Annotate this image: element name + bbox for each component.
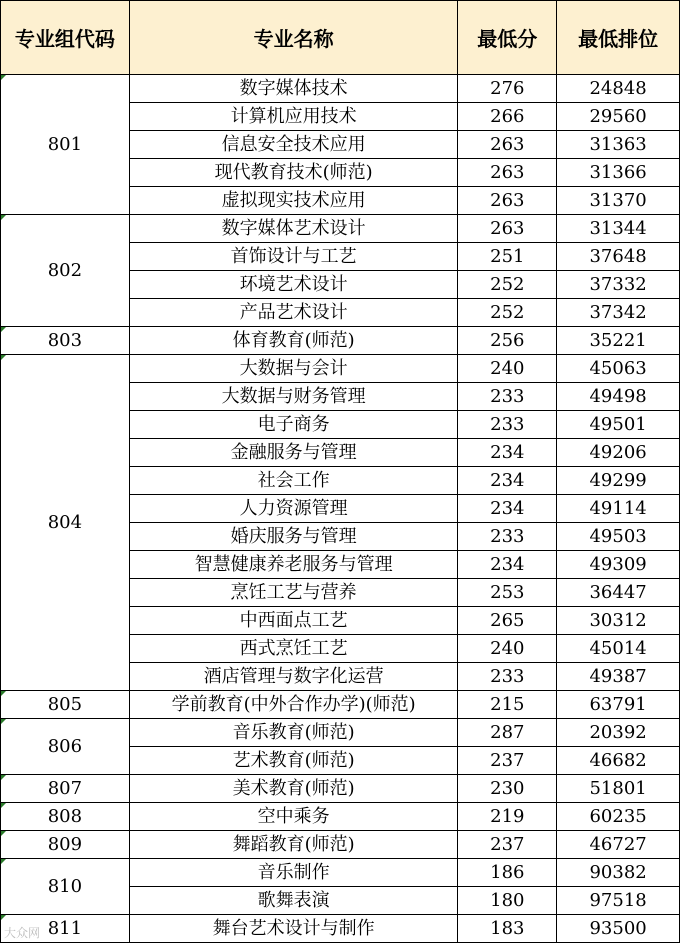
major-name-cell: 数字媒体技术 [129,75,458,103]
min-score-cell: 180 [458,887,557,915]
major-name-cell: 音乐教育(师范) [129,719,458,747]
major-name-cell: 计算机应用技术 [129,103,458,131]
min-score-cell: 237 [458,831,557,859]
min-rank-cell: 51801 [557,775,680,803]
header-major-name: 专业名称 [129,1,458,75]
min-score-cell: 215 [458,691,557,719]
header-group-code: 专业组代码 [1,1,130,75]
major-name-cell: 婚庆服务与管理 [129,523,458,551]
major-name-cell: 产品艺术设计 [129,299,458,327]
table-row [1,915,680,943]
major-name-cell: 音乐制作 [129,859,458,887]
min-rank-cell: 31344 [557,215,680,243]
min-rank-cell: 37648 [557,243,680,271]
major-name-cell: 虚拟现实技术应用 [129,187,458,215]
min-score-cell: 186 [458,859,557,887]
table-header [1,1,680,75]
min-rank-cell: 31370 [557,187,680,215]
min-score-cell: 252 [458,271,557,299]
group-code-cell: 805 [1,691,130,719]
min-rank-cell: 49299 [557,467,680,495]
min-score-cell: 240 [458,635,557,663]
min-rank-cell: 49387 [557,663,680,691]
major-name-cell: 电子商务 [129,411,458,439]
min-score-cell: 263 [458,159,557,187]
min-rank-cell: 20392 [557,719,680,747]
major-name-cell: 学前教育(中外合作办学)(师范) [129,691,458,719]
min-rank-cell: 37342 [557,299,680,327]
group-code-cell: 803 [1,327,130,355]
min-rank-cell: 30312 [557,607,680,635]
min-score-cell: 219 [458,803,557,831]
min-score-cell: 263 [458,215,557,243]
min-rank-cell: 35221 [557,327,680,355]
min-rank-cell: 93500 [557,915,680,943]
min-rank-cell: 60235 [557,803,680,831]
major-name-cell: 烹饪工艺与营养 [129,579,458,607]
min-rank-cell: 90382 [557,859,680,887]
group-code-cell: 801 [1,75,130,215]
major-name-cell: 艺术教育(师范) [129,747,458,775]
table-row [1,803,680,831]
min-rank-cell: 49206 [557,439,680,467]
min-score-cell: 251 [458,243,557,271]
min-score-cell: 233 [458,411,557,439]
group-code-cell: 809 [1,831,130,859]
major-name-cell: 大数据与会计 [129,355,458,383]
major-name-cell: 现代教育技术(师范) [129,159,458,187]
major-name-cell: 歌舞表演 [129,887,458,915]
major-name-cell: 首饰设计与工艺 [129,243,458,271]
min-score-cell: 276 [458,75,557,103]
min-rank-cell: 31363 [557,131,680,159]
min-score-cell: 234 [458,467,557,495]
header-min-rank: 最低排位 [557,1,680,75]
min-score-cell: 237 [458,747,557,775]
min-score-cell: 233 [458,523,557,551]
min-rank-cell: 45063 [557,355,680,383]
min-rank-cell: 29560 [557,103,680,131]
major-name-cell: 智慧健康养老服务与管理 [129,551,458,579]
min-score-cell: 287 [458,719,557,747]
min-score-cell: 265 [458,607,557,635]
min-rank-cell: 36447 [557,579,680,607]
major-name-cell: 西式烹饪工艺 [129,635,458,663]
table-row [1,355,680,383]
major-name-cell: 舞蹈教育(师范) [129,831,458,859]
table-row [1,327,680,355]
min-rank-cell: 49114 [557,495,680,523]
watermark: 大众网 [4,926,41,940]
major-name-cell: 中西面点工艺 [129,607,458,635]
major-name-cell: 数字媒体艺术设计 [129,215,458,243]
min-score-cell: 234 [458,495,557,523]
table-body [1,75,680,943]
table-row [1,859,680,887]
group-code-cell: 802 [1,215,130,327]
major-name-cell: 信息安全技术应用 [129,131,458,159]
major-name-cell: 酒店管理与数字化运营 [129,663,458,691]
min-rank-cell: 46682 [557,747,680,775]
min-rank-cell: 49501 [557,411,680,439]
min-score-cell: 263 [458,187,557,215]
min-score-cell: 263 [458,131,557,159]
min-rank-cell: 46727 [557,831,680,859]
table-row [1,719,680,747]
min-rank-cell: 49498 [557,383,680,411]
min-score-cell: 240 [458,355,557,383]
table-row [1,215,680,243]
major-name-cell: 环境艺术设计 [129,271,458,299]
group-code-cell: 810 [1,859,130,915]
header-min-score: 最低分 [458,1,557,75]
min-score-cell: 234 [458,551,557,579]
min-score-cell: 266 [458,103,557,131]
major-name-cell: 人力资源管理 [129,495,458,523]
min-score-cell: 233 [458,383,557,411]
table-row [1,775,680,803]
major-name-cell: 体育教育(师范) [129,327,458,355]
min-score-cell: 253 [458,579,557,607]
min-score-cell: 230 [458,775,557,803]
min-rank-cell: 49503 [557,523,680,551]
min-score-cell: 183 [458,915,557,943]
min-rank-cell: 97518 [557,887,680,915]
group-code-cell: 807 [1,775,130,803]
table-row [1,691,680,719]
min-rank-cell: 31366 [557,159,680,187]
major-name-cell: 空中乘务 [129,803,458,831]
major-name-cell: 舞台艺术设计与制作 [129,915,458,943]
group-code-cell: 808 [1,803,130,831]
min-rank-cell: 63791 [557,691,680,719]
major-name-cell: 美术教育(师范) [129,775,458,803]
major-name-cell: 大数据与财务管理 [129,383,458,411]
group-code-cell: 804 [1,355,130,691]
major-name-cell: 社会工作 [129,467,458,495]
min-score-cell: 233 [458,663,557,691]
min-score-cell: 256 [458,327,557,355]
min-score-cell: 234 [458,439,557,467]
min-rank-cell: 49309 [557,551,680,579]
group-code-cell: 811 [1,915,130,943]
table-row [1,831,680,859]
min-rank-cell: 24848 [557,75,680,103]
group-code-cell: 806 [1,719,130,775]
header-row [1,1,680,75]
min-rank-cell: 37332 [557,271,680,299]
min-rank-cell: 45014 [557,635,680,663]
major-name-cell: 金融服务与管理 [129,439,458,467]
min-score-cell: 252 [458,299,557,327]
table-row [1,75,680,103]
